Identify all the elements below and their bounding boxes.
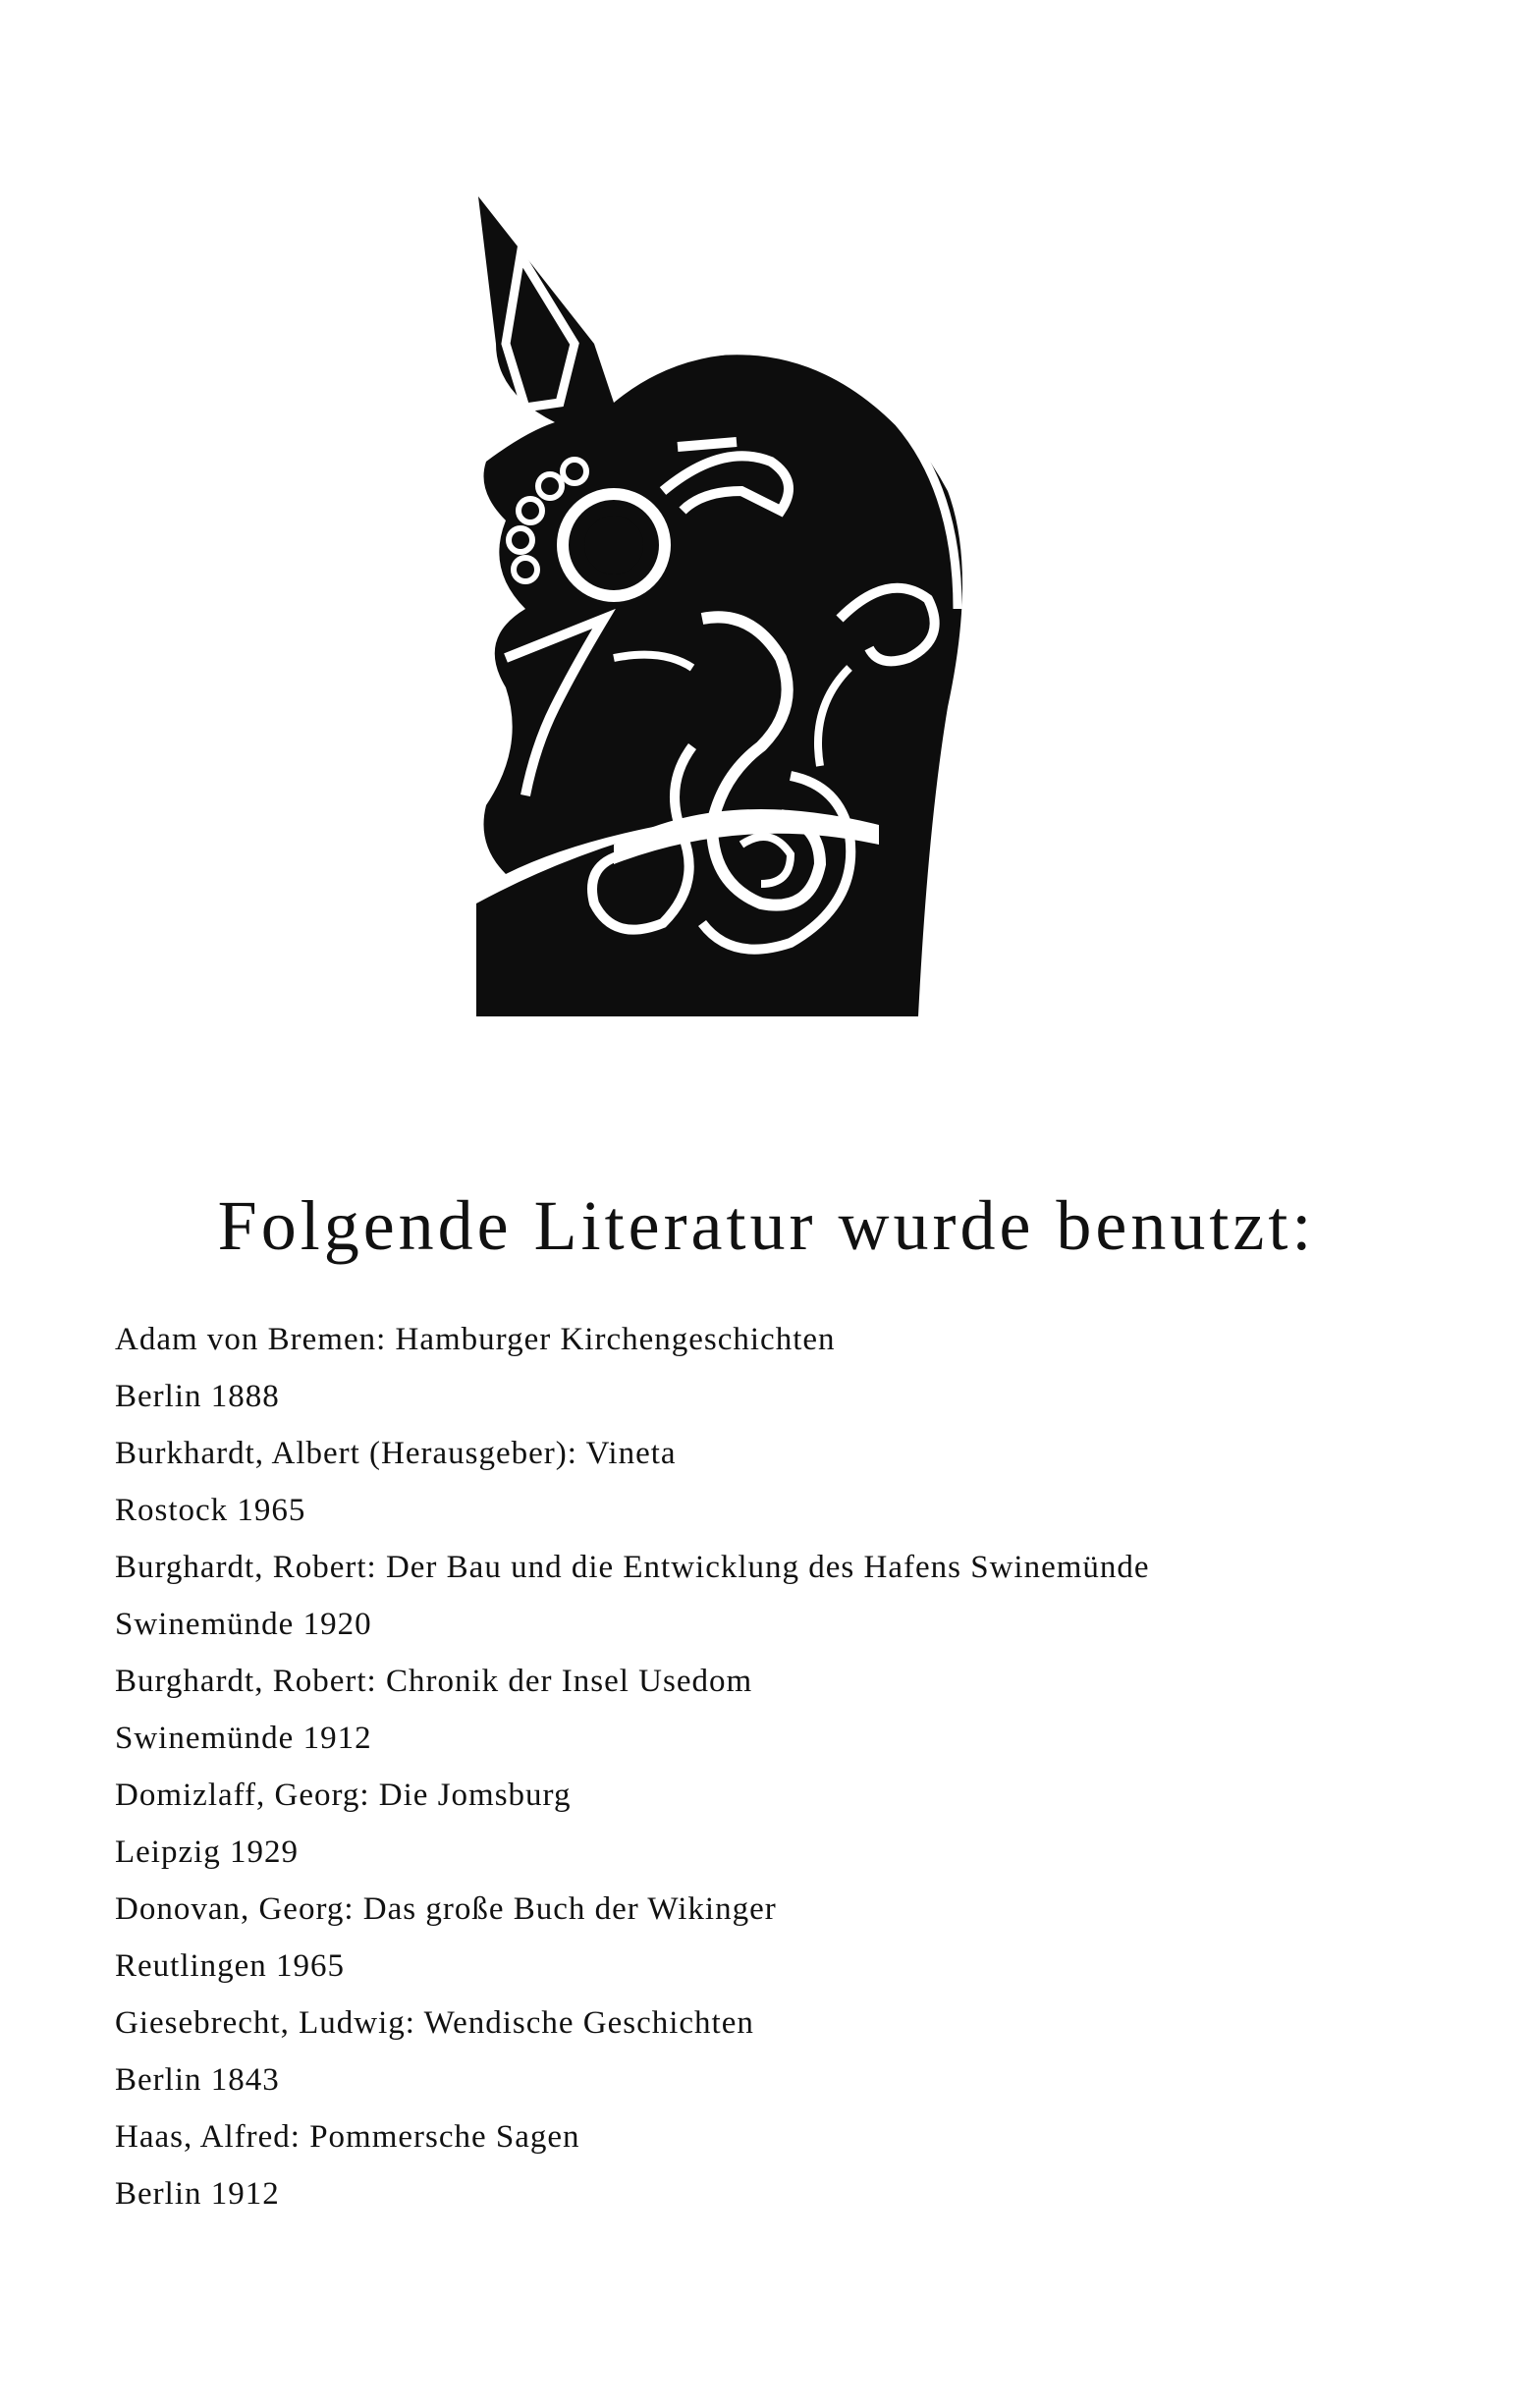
- list-item: [115, 1539, 1441, 1653]
- list-item: [115, 2108, 1441, 2222]
- bibliography-work: Adam von Bremen: Hamburger Kirchengeschichten: [115, 1322, 836, 1357]
- list-item: [115, 1767, 1441, 1881]
- list-item: [115, 1995, 1441, 2108]
- bibliography-work: Giesebrecht, Ludwig: Wendische Geschichten: [115, 2005, 754, 2041]
- dragon-head-illustration: [466, 196, 982, 1016]
- bibliography-work: Burghardt, Robert: Der Bau und die Entwicklung des Hafens Swinemünde: [115, 1550, 1150, 1585]
- bibliography-place-year: Berlin 1888: [115, 1379, 280, 1414]
- bibliography-place-year: Rostock 1965: [115, 1493, 306, 1528]
- bibliography-place-year: Reutlingen 1965: [115, 1948, 346, 1984]
- bibliography-place-year: Swinemünde 1920: [115, 1607, 372, 1642]
- bibliography-work: Haas, Alfred: Pommersche Sagen: [115, 2119, 580, 2155]
- list-item: [115, 1881, 1441, 1995]
- page-title: Folgende Literatur wurde benutzt:: [217, 1186, 1316, 1265]
- dragon-head-silhouette: [476, 196, 962, 1016]
- bibliography-place-year: Berlin 1843: [115, 2062, 280, 2098]
- bibliography-work: Burghardt, Robert: Chronik der Insel Usedom: [115, 1664, 753, 1699]
- bibliography-place-year: Berlin 1912: [115, 2176, 280, 2212]
- list-item: [115, 1311, 1441, 1425]
- bibliography-list: [115, 1311, 1441, 2222]
- bibliography-place-year: Swinemünde 1912: [115, 1721, 372, 1756]
- bibliography-work: Donovan, Georg: Das große Buch der Wikinger: [115, 1891, 777, 1927]
- viking-dragon-head-woodcut-icon: [466, 196, 982, 1016]
- bibliography-work: Domizlaff, Georg: Die Jomsburg: [115, 1778, 572, 1813]
- bibliography-place-year: Leipzig 1929: [115, 1834, 300, 1870]
- list-item: [115, 1653, 1441, 1767]
- bibliography-work: Burkhardt, Albert (Herausgeber): Vineta: [115, 1436, 677, 1471]
- list-item: [115, 1425, 1441, 1539]
